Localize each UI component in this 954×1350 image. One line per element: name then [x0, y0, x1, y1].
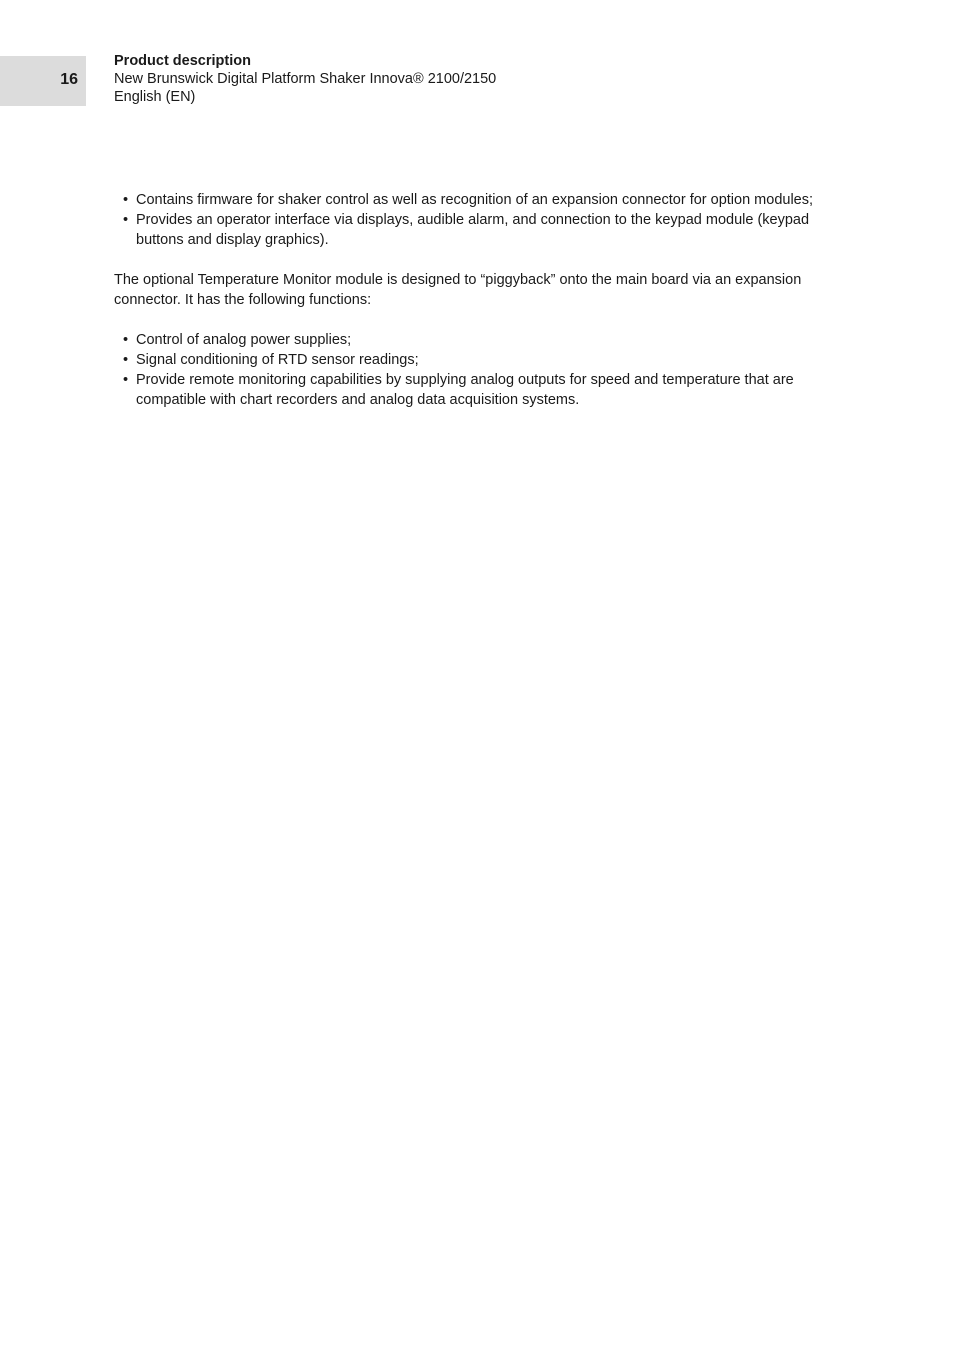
list-item [114, 210, 854, 250]
list-item-text: Control of analog power supplies; [136, 332, 352, 348]
bullet-icon: • [123, 332, 129, 348]
list-item-text: Contains firmware for shaker control as well as recognition of an expansion connector for option modules; [136, 192, 814, 208]
list-item-text: Provide remote monitoring capabilities by supplying analog outputs for speed and temperature that are compatible with chart recorders and analog data acquisition systems. [136, 372, 794, 408]
language-label: English (EN) [114, 89, 196, 105]
bullet-icon: • [123, 372, 129, 388]
list-item [114, 370, 854, 410]
bullet-icon: • [123, 352, 129, 368]
list-item-text: Provides an operator interface via displays, audible alarm, and connection to the keypad module (keypad buttons and display graphics). [136, 212, 810, 248]
list-item [114, 190, 854, 210]
body-content [114, 190, 854, 410]
list-item [114, 330, 854, 350]
list-item-text: Signal conditioning of RTD sensor readings; [136, 352, 419, 368]
firmware-list [114, 190, 854, 250]
bullet-icon: • [123, 212, 129, 228]
page-number: 16 [60, 71, 78, 88]
product-name: New Brunswick Digital Platform Shaker Innova® 2100/2150 [114, 71, 497, 87]
section-title: Product description [114, 53, 251, 69]
bullet-icon: • [123, 192, 129, 208]
list-item [114, 350, 854, 370]
functions-list [114, 330, 854, 410]
temperature-monitor-paragraph: The optional Temperature Monitor module is designed to “piggyback” onto the main board via an expansion connector. It has the following functions: [114, 272, 802, 308]
running-header [114, 52, 496, 106]
